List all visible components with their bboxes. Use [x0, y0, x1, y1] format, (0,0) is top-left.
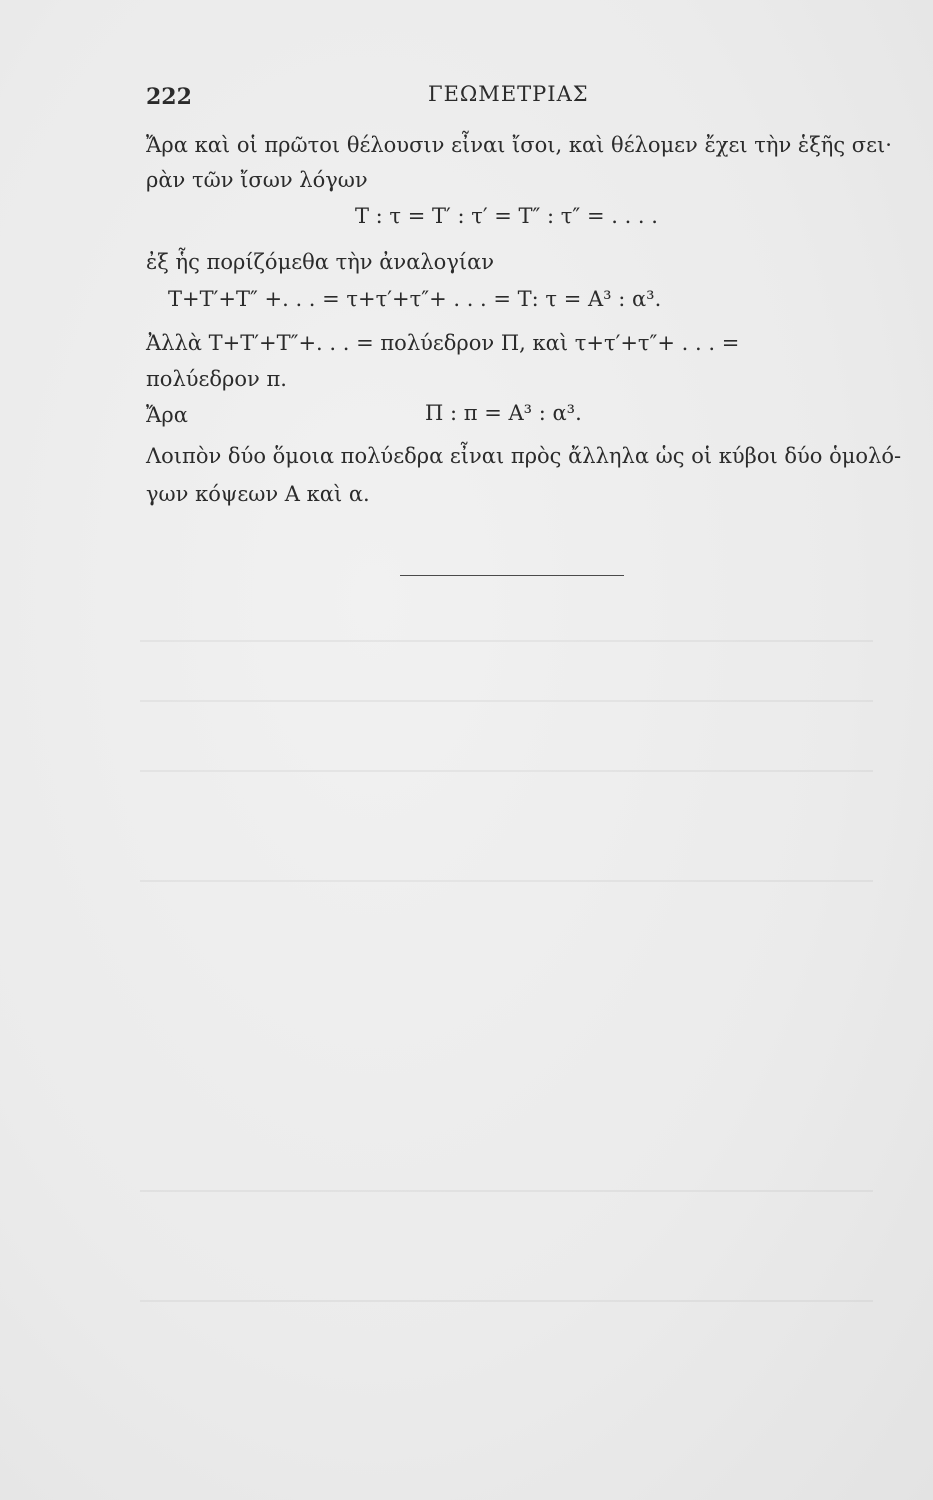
text-line: Λοιπὸν δύο ὅμοια πολύεδρα εἶναι πρὸς ἄλληλα ὡς οἱ κύβοι δύο ὁμολό- [146, 444, 902, 468]
show-through-line [140, 700, 873, 702]
equation: Π : π = Α³ : α³. [425, 401, 582, 425]
show-through-line [140, 640, 873, 642]
text-line: Ἄρα καὶ οἱ πρῶτοι θέλουσιν εἶναι ἴσοι, καὶ θέλομεν ἔχει τὴν ἑξῆς σει· [146, 133, 892, 157]
text-line: Ἄρα [146, 403, 188, 427]
equation: Τ : τ = Τ′ : τ′ = Τ″ : τ″ = . . . . [355, 204, 658, 228]
show-through-line [140, 1300, 873, 1302]
section-rule [400, 575, 624, 576]
text-line: ρὰν τῶν ἴσων λόγων [146, 168, 368, 192]
text-line: πολύεδρον π. [146, 367, 287, 391]
show-through-line [140, 1190, 873, 1192]
running-head: ΓΕΩΜΕΤΡΙΑΣ [428, 82, 589, 106]
text-line: ἐξ ἧς πορίζόμεθα τὴν ἀναλογίαν [146, 250, 495, 274]
equation: Τ+Τ′+Τ″ +. . . = τ+τ′+τ″+ . . . = Τ: τ = Α³ : α³. [168, 287, 662, 311]
show-through-line [140, 880, 873, 882]
text-line: Ἀλλὰ Τ+Τ′+Τ″+. . . = πολύεδρον Π, καὶ τ+τ′+τ″+ . . . = [146, 331, 740, 355]
page-number: 222 [146, 84, 192, 110]
text-line: γων κόψεων Α καὶ α. [146, 482, 370, 506]
show-through-line [140, 770, 873, 772]
